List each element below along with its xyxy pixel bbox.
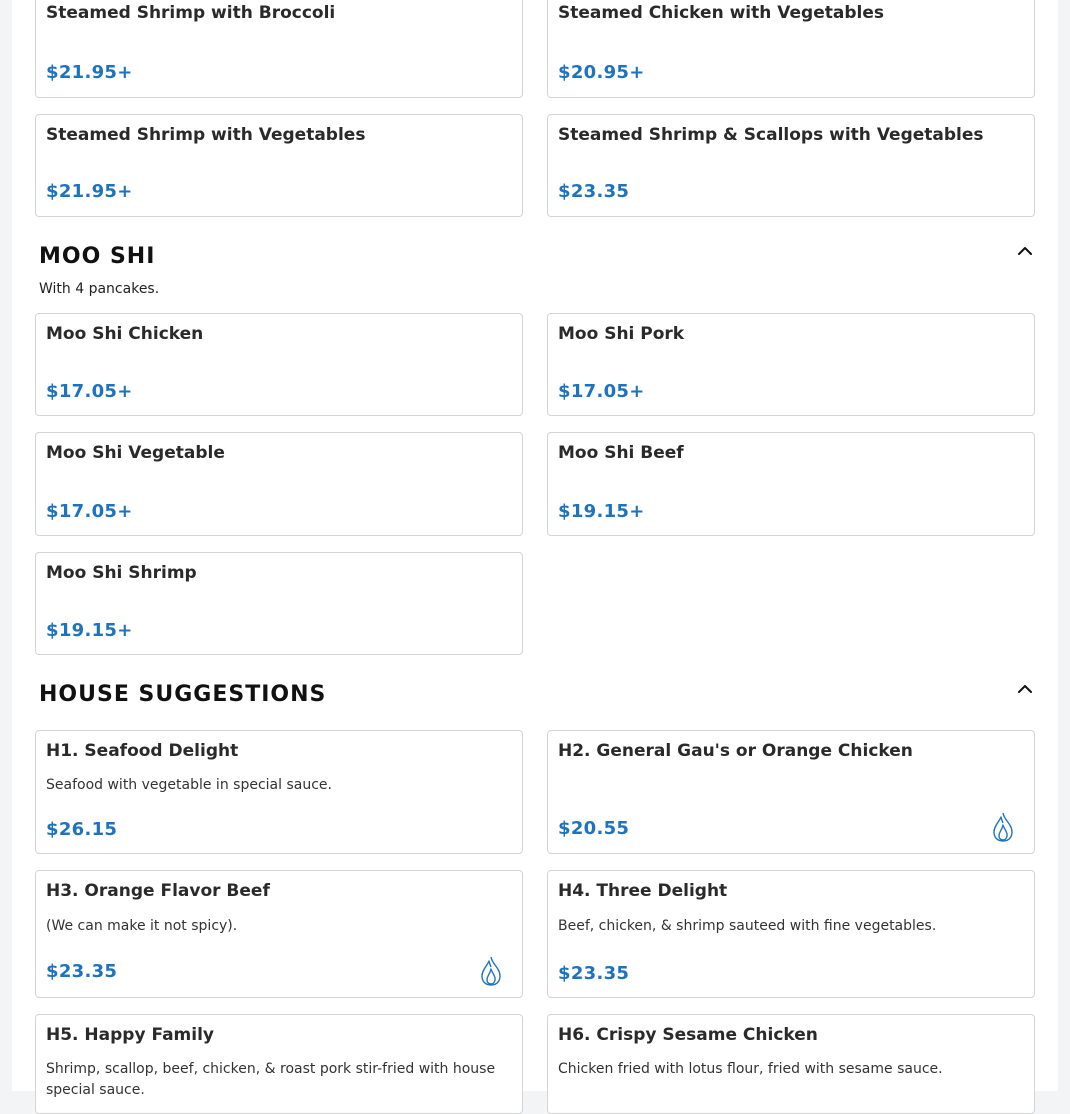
item-description: Shrimp, scallop, beef, chicken, & roast pork stir-fried with house special sauce.	[46, 1061, 496, 1098]
item-price: $26.15	[46, 819, 118, 840]
item-name: Steamed Chicken with Vegetables	[558, 3, 884, 23]
item-name: H6. Crispy Sesame Chicken	[558, 1025, 818, 1045]
menu-item-card[interactable]	[547, 0, 1035, 98]
item-price: $23.35	[558, 181, 630, 202]
item-name: Moo Shi Shrimp	[46, 563, 197, 583]
item-description: Chicken fried with lotus flour, fried with sesame sauce.	[558, 1061, 943, 1077]
item-price: $19.15+	[46, 620, 133, 641]
item-name: Steamed Shrimp & Scallops with Vegetables	[558, 125, 984, 145]
chevron-up-icon[interactable]	[1014, 678, 1036, 700]
item-name: Moo Shi Chicken	[46, 324, 204, 344]
item-description: (We can make it not spicy).	[46, 918, 238, 934]
item-price: $21.95+	[46, 181, 133, 202]
item-price: $20.95+	[558, 62, 645, 83]
item-price: $21.95+	[46, 62, 133, 83]
menu-item-card[interactable]	[547, 313, 1035, 416]
item-name: Moo Shi Vegetable	[46, 443, 225, 463]
item-price: $23.35	[46, 961, 118, 982]
menu-item-card[interactable]	[35, 432, 523, 536]
item-name: Steamed Shrimp with Broccoli	[46, 3, 336, 23]
item-description: Beef, chicken, & shrimp sauteed with fine vegetables.	[558, 918, 937, 934]
item-name: Moo Shi Pork	[558, 324, 685, 344]
menu-item-card[interactable]	[35, 114, 523, 217]
section-title-moo-shi: MOO SHI	[39, 244, 156, 269]
spicy-flame-icon	[990, 811, 1016, 843]
item-price: $17.05+	[558, 381, 645, 402]
item-price: $19.15+	[558, 501, 645, 522]
menu-item-card[interactable]	[35, 0, 523, 98]
item-name: Moo Shi Beef	[558, 443, 684, 463]
spicy-flame-icon	[478, 955, 504, 987]
menu-item-card[interactable]	[35, 313, 523, 416]
menu-item-card[interactable]	[35, 552, 523, 655]
item-name: H1. Seafood Delight	[46, 741, 239, 761]
chevron-up-icon[interactable]	[1014, 240, 1036, 262]
menu-item-card[interactable]	[547, 730, 1035, 854]
item-price: $17.05+	[46, 501, 133, 522]
item-name: H5. Happy Family	[46, 1025, 215, 1045]
item-description: Seafood with vegetable in special sauce.	[46, 777, 332, 793]
item-name: H4. Three Delight	[558, 881, 728, 901]
item-name: H3. Orange Flavor Beef	[46, 881, 270, 901]
menu-item-card[interactable]	[35, 870, 523, 998]
menu-item-card[interactable]	[35, 730, 523, 854]
section-subtitle-moo-shi: With 4 pancakes.	[39, 281, 160, 297]
item-price: $20.55	[558, 818, 630, 839]
item-name: H2. General Gau's or Orange Chicken	[558, 741, 913, 761]
menu-item-card[interactable]	[35, 1014, 523, 1114]
item-price: $23.35	[558, 963, 630, 984]
menu-item-card[interactable]	[547, 1014, 1035, 1114]
section-title-house-suggestions: HOUSE SUGGESTIONS	[39, 682, 327, 707]
menu-item-card[interactable]	[547, 114, 1035, 217]
menu-item-card[interactable]	[547, 870, 1035, 998]
menu-item-card[interactable]	[547, 432, 1035, 536]
item-price: $17.05+	[46, 381, 133, 402]
item-name: Steamed Shrimp with Vegetables	[46, 125, 366, 145]
